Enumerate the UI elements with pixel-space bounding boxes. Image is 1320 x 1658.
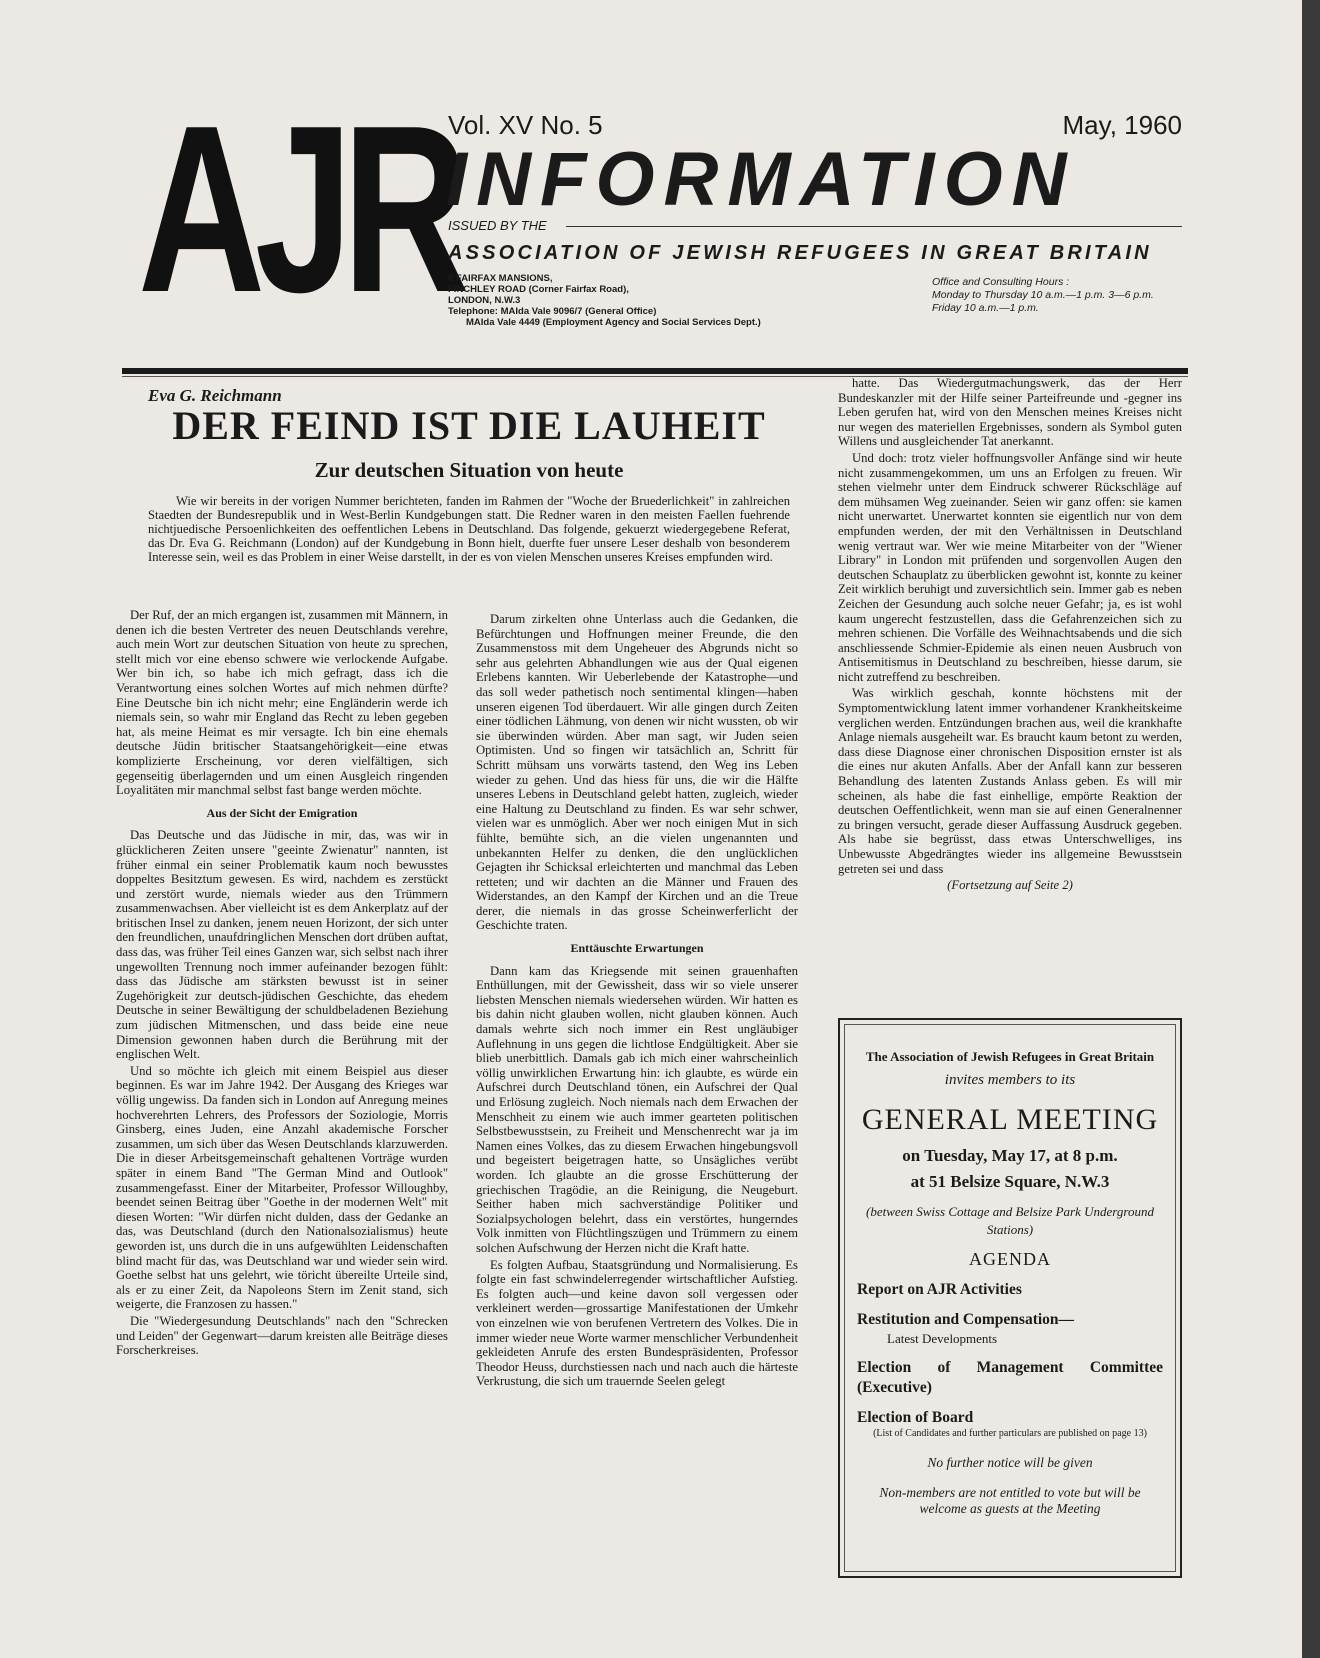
masthead-rule [122, 368, 1188, 374]
masthead-title: INFORMATION [446, 137, 1076, 222]
agenda-item: Report on AJR Activities [857, 1281, 1022, 1298]
telephone-line: MAIda Vale 4449 (Employment Agency and Social Services Dept.) [466, 317, 761, 328]
article-subheadline: Zur deutschen Situation von heute [314, 458, 624, 482]
address-line: LONDON, N.W.3 [448, 295, 521, 306]
non-members-note: Non-members are not entitled to vote but will be welcome as guests at the Meeting [879, 1485, 1141, 1516]
meeting-location: at 51 Belsize Square, N.W.3 [910, 1172, 1110, 1191]
article-intro: Wie wir bereits in der vorigen Nummer berichteten, fanden im Rahmen der "Woche der Bruederlichkeit" in zahlreichen Staedten der Bundesrepublik und in West-Berlin Kundgebungen statt. Die Redner waren in den meisten Faellen fuehrende nichtjuedische Persoenlichkeiten des oeffentlichen Lebens in Deutschland. Das folgende, gekuerzt wiedergegebene Referat, das Dr. Eva G. Reichmann (London) auf der Kundgebung in Bonn hielt, duerfte fuer unsere Leser deshalb von besonderem Interesse sein, weil es das Problem in einer Weise darstellt, in der es von vielen Menschen unseres Kreises empfunden wird. [148, 494, 790, 564]
general-meeting-notice [838, 1018, 1182, 1578]
office-hours [932, 276, 1154, 315]
meeting-date: on Tuesday, May 17, at 8 p.m. [902, 1146, 1118, 1165]
address-line: FINCHLEY ROAD (Corner Fairfax Road), [448, 284, 629, 295]
paragraph: Das Deutsche und das Jüdische in mir, das, was wir in glücklicheren Zeiten unsere "geeinte Zwienatur" nannten, ist früher einmal ein seiner Problematik kaum noch bewusstes doppeltes Besitztum gewesen. Es wird, nachdem es zerstückt und zerstört wurde, niemals wieder aus den Trümmern zusammenwachsen. Aber vielleicht ist es dem Ankerplatz auf der britischen Insel zu danken, jenem neuen Horizont, der sich unter den freundlichen, unaufdringlichen Menschen dort drüben auftat, dass das, was früher Teil eines Ganzen war, sich selbst nach ihrer ungewollten Trennung noch immer aufeinander bezogen fühlt: dass das Jüdische am stärksten bewusst ist in seiner Zugehörigkeit zur deutsch-jüdischen Geschichte, das ehedem Deutsche in seiner Bewältigung der schuldbeladenen Beziehung zum jüdischen Mitmenschen, und dass beide eine neue Dimension gewonnen haben durch die Berührung mit der englischen Welt. [116, 828, 448, 1062]
issued-by-label: ISSUED BY THE [448, 218, 547, 233]
hours-line: Friday 10 a.m.—1 p.m. [932, 302, 1039, 314]
article-column-1 [116, 608, 448, 1360]
meeting-directions: (between Swiss Cottage and Belsize Park Underground Stations) [866, 1204, 1154, 1237]
hours-line: Monday to Thursday 10 a.m.—1 p.m. 3—6 p.m. [932, 289, 1154, 301]
agenda-note: (List of Candidates and further particulars are published on page 13) [873, 1428, 1147, 1439]
address-block [448, 273, 761, 328]
section-heading: Aus der Sicht der Emigration [206, 805, 358, 820]
association-name: ASSOCIATION OF JEWISH REFUGEES IN GREAT BRITAIN [448, 242, 1152, 264]
section-heading: Enttäuschte Erwartungen [570, 941, 704, 956]
article-column-2 [476, 612, 798, 1391]
agenda-heading: AGENDA [969, 1249, 1051, 1269]
paragraph: Der Ruf, der an mich ergangen ist, zusammen mit Männern, in denen ich die besten Vertreter des neuen Deutschlands verehre, auch mein Wort zur deutschen Situation von heute zu sprechen, stellt mich vor eine ebenso schwere wie verlockende Aufgabe. Wer bin ich, so habe ich mich gefragt, dass ich die Verantwortung eines solchen Wortes auf mich nehmen dürfte? Eine Deutsche bin ich nicht mehr; eine Engländerin werde ich niemals sein, so wahr mir England das Recht zu leben gegeben hat, als meine Heimat es mir versagte. Ich bin eine ehemals deutsche Jüdin britischer Staatsangehörigkeit—eine etwas komplizierte Erscheinung, vor deren vielfältigen, sich gegenseitig überlagernden und um einen Ausgleich ringenden Loyalitäten mir manchmal selbst fast bange werden möchte. [116, 608, 448, 798]
paragraph: hatte. Das Wiedergutmachungswerk, das der Herr Bundeskanzler mit der Hilfe seiner Parteifreunde und -gegner ins Leben gerufen hat, wird von den Menschen meines Kreises nicht nur wegen des materiellen Ergebnisses, sondern als Symbol guten Willens und ausgleichender Tat anerkannt. [838, 376, 1182, 449]
page-edge [1302, 0, 1320, 1658]
agenda-item: Election of Board [857, 1409, 974, 1426]
volume-number: Vol. XV No. 5 [448, 110, 603, 140]
paragraph: Es folgten Aufbau, Staatsgründung und Normalisierung. Es folgte ein fast schwindelerregender wirtschaftlicher Aufstieg. Es folgten auch—und keine davon soll vergessen oder verkleinert werden—grossartige Manifestationen der Umkehr von einzelnen wie von berufenen Vertretern des Volkes. Die in immer wieder neue Worte warmer menschlicher Verbundenheit gekleideten Anrufe des ersten Bundespräsidenten, Professor Theodor Heuss, durchstiessen nach und nach auch die härteste Verkrustung, die sich um trauernde Seelen gelegt [476, 1257, 798, 1389]
notice-title: GENERAL MEETING [861, 1103, 1159, 1136]
continued-note: (Fortsetzung auf Seite 2) [947, 878, 1073, 893]
paragraph: Und so möchte ich gleich mit einem Beispiel aus dieser beginnen. Es war im Jahre 1942. Der Ausgang des Krieges war völlig ungewiss. Da fanden sich in London auf Anregung meines hochverehrten Lehrers, des Professors der Soziologie, Morris Ginsberg, eines Juden, eine Anzahl akademische Forscher zusammen, um sich über das Wesen Deutschlands klarzuwerden. Die in dieser Arbeitsgemeinschaft gehaltenen Vorträge wurden später in einem Band "The German Mind and Outlook" zusammengefasst. Einer der Mitarbeiter, Professor Willoughby, beendet seinen Beitrag über "Goethe in der modernen Welt" mit diesen Worten: "Wir dürfen nicht dulden, dass der Gedanke an das, was Deutschland (durch den Nationalsozialismus) heute geworden ist, uns durch die in uns aufgewühlten Leidenschaften blind macht für das, was Deutschland war und wieder sein wird. Goethe selbst hat uns gelehrt, wie töricht übereilte Urteile sind, als er zu einer Zeit, da Napoleons Stern im Zenit stand, sich weigerte, die Franzosen zu hassen." [116, 1063, 448, 1312]
paragraph: Darum zirkelten ohne Unterlass auch die Gedanken, die Befürchtungen und Hoffnungen meiner Freunde, die den Zusammenstoss mit dem Ungeheuer des Abgrunds nicht so sehr aus gelehrten Abhandlungen wie aus der Qual eigenen Erlebens kannten. Wir Ueberlebende der Katastrophe—und das soll weder pathetisch noch sentimental klingen—haben unseren eigenen Tod überdauert. Wir alle gingen durch Zeiten einer tödlichen Lähmung, von denen wir nicht wussten, ob wir sie überwinden würden. Aber man sagt, wir Juden seien Optimisten. Und so fingen wir tatsächlich an, Schritt für Schritt mühsam uns vorwärts tastend, den Weg ins Leben wieder zu gehen. Und das hiess für uns, die wir die Hälfte unseres Lebens in Deutschland gelebt hatten, zugleich, wieder eine Haltung zu Deutschland zu finden. Es war sehr schwer, vielen war es unmöglich. Aber wer noch einigen Mut in sich fühlte, bemühte sich, an die vielen ungenannten und unbekannten Helfer zu denken, die den unglücklichen Gejagten ihr Schicksal erleichterten und manchmal das Leben retteten; und wir dachten an die Männer und Frauen des Widerstandes, an den Kampf der Kirchen und an die Treue derer, die niemals in das grosse Scheinwerferlicht der Geschichte traten. [476, 612, 798, 933]
issued-by-rule [566, 226, 1182, 227]
no-further-notice: No further notice will be given [927, 1455, 1093, 1470]
article-headline: DER FEIND IST DIE LAUHEIT [172, 403, 766, 448]
notice-invitation: invites members to its [944, 1072, 1076, 1088]
hours-line: Office and Consulting Hours : [932, 276, 1070, 288]
article-author: Eva G. Reichmann [148, 386, 282, 405]
ajr-logo: AJR [138, 77, 460, 342]
agenda-item: Election of Management Committee (Executive) [857, 1359, 1163, 1396]
paragraph: Und doch: trotz vieler hoffnungsvoller Anfänge sind wir heute nicht zusammengekommen, um uns an Erfolgen zu freuen. Wir stehen vielmehr unter dem Eindruck schwerer Rückschläge auf dem mühsamen Weg zueinander. Seien wir ganz offen: sie kamen nicht unerwartet. Unerwartet konnten sie eigentlich nur von dem empfunden werden, der mit den Verhältnissen in Deutschland wenig vertraut war. Wer wie meine Mitarbeiter von der "Wiener Library" in London mit prüfenden und sorgenvollen Augen den deutschen Schauplatz zu überblicken gewohnt ist, konnte zu keiner Zeit wirklich beruhigt und zuversichtlich sein. Immer gab es neben Zeichen der Gesundung auch solche neuer Gefahr; ja, es ist wohl kaum ungerecht festzustellen, dass die Gefahrenzeichen sich zu mehren schienen. Die Vorfälle des Weihnachtsabends und die sich anschliessende Schmier-Epidemie als einen neuen Ausbruch von Antisemitismus in Deutschland zu beschreiben, hiesse darum, sie nicht zutreffend zu beschreiben. [838, 450, 1182, 684]
agenda-subitem: Latest Developments [887, 1331, 998, 1346]
article-column-3 [838, 376, 1182, 893]
telephone-line: Telephone: MAIda Vale 9096/7 (General Office) [448, 306, 657, 317]
notice-organisation: The Association of Jewish Refugees in Great Britain [865, 1049, 1155, 1064]
paragraph: Was wirklich geschah, konnte höchstens mit der Symptomentwicklung latent immer vorhandener Krankheitskeime verglichen werden. Entzündungen brachen aus, weil die krankhafte Anlage niemals ausgeheilt war. Es braucht kaum betont zu werden, dass diese Diagnose einer chronischen Disposition ernster ist als die eines nur akuten Anfalls. Aber der Anfall kann zur besseren Behandlung des latenten Zustands Anlass geben. Es will mir scheinen, als habe die fast einhellige, empörte Reaktion der deutschen Oeffentlichkeit, wenn man sie auf einen Generalnenner zu bringen versucht, gerade dieser Auffassung Ausdruck gegeben. Als habe sie begrüsst, dass etwas Unterschwelliges, ins Unbewusste Abgedrängtes wieder ins allgemeine Bewusstsein getreten sei und dass [838, 686, 1182, 876]
agenda-item: Restitution and Compensation— [857, 1311, 1075, 1328]
issue-date: May, 1960 [1062, 110, 1182, 140]
address-line: 8 FAIRFAX MANSIONS, [448, 273, 553, 284]
notice-inner-frame [844, 1024, 1176, 1572]
paragraph: Die "Wiedergesundung Deutschlands" nach den "Schrecken und Leiden" der Gegenwart—darum kreisten alle Beiträge dieses Forscherkreises. [116, 1313, 448, 1358]
paragraph: Dann kam das Kriegsende mit seinen grauenhaften Enthüllungen, mit der Gewissheit, dass wir so viele unserer liebsten Menschen niemals wiedersehen würden. Wir hatten es bis dahin nicht glauben wollen, nicht glauben können. Auch damals wehrte sich noch immer ein Rest ungläubiger Auflehnung in uns gegen die lichtlose Endgültigkeit. Aber sie blieb unerbittlich. Damals gab ich mich einer wahrscheinlich völlig unwirklichen Erwartung hin: ich glaubte, es würde ein Aufschrei durch Deutschland tönen, ein Aufschrei der Qual und Erlösung zugleich. Noch niemals nach dem Erwachen der Menschheit zu einem wie auch immer gearteten politischen Selbstbewusstsein, zu Freiheit und Menschenrecht war ja im Namen eines Volkes, das zu diesem Erwachen hingebungsvoll und begeistert beigetragen hatte, so Unsägliches verübt worden. Ich glaubte an die grosse Erschütterung der griechischen Tragödie, an die Reinigung, die Neugeburt. Seither haben mich sachverständige Politiker und Sozialpsychologen belehrt, dass ein verstörtes, hungerndes Volk inmitten von Flüchtlingszügen und Trümmern zu einem solchen Aufschwung der Herzen nicht die Kraft hatte. [476, 963, 798, 1255]
agenda-list [857, 1280, 1163, 1439]
